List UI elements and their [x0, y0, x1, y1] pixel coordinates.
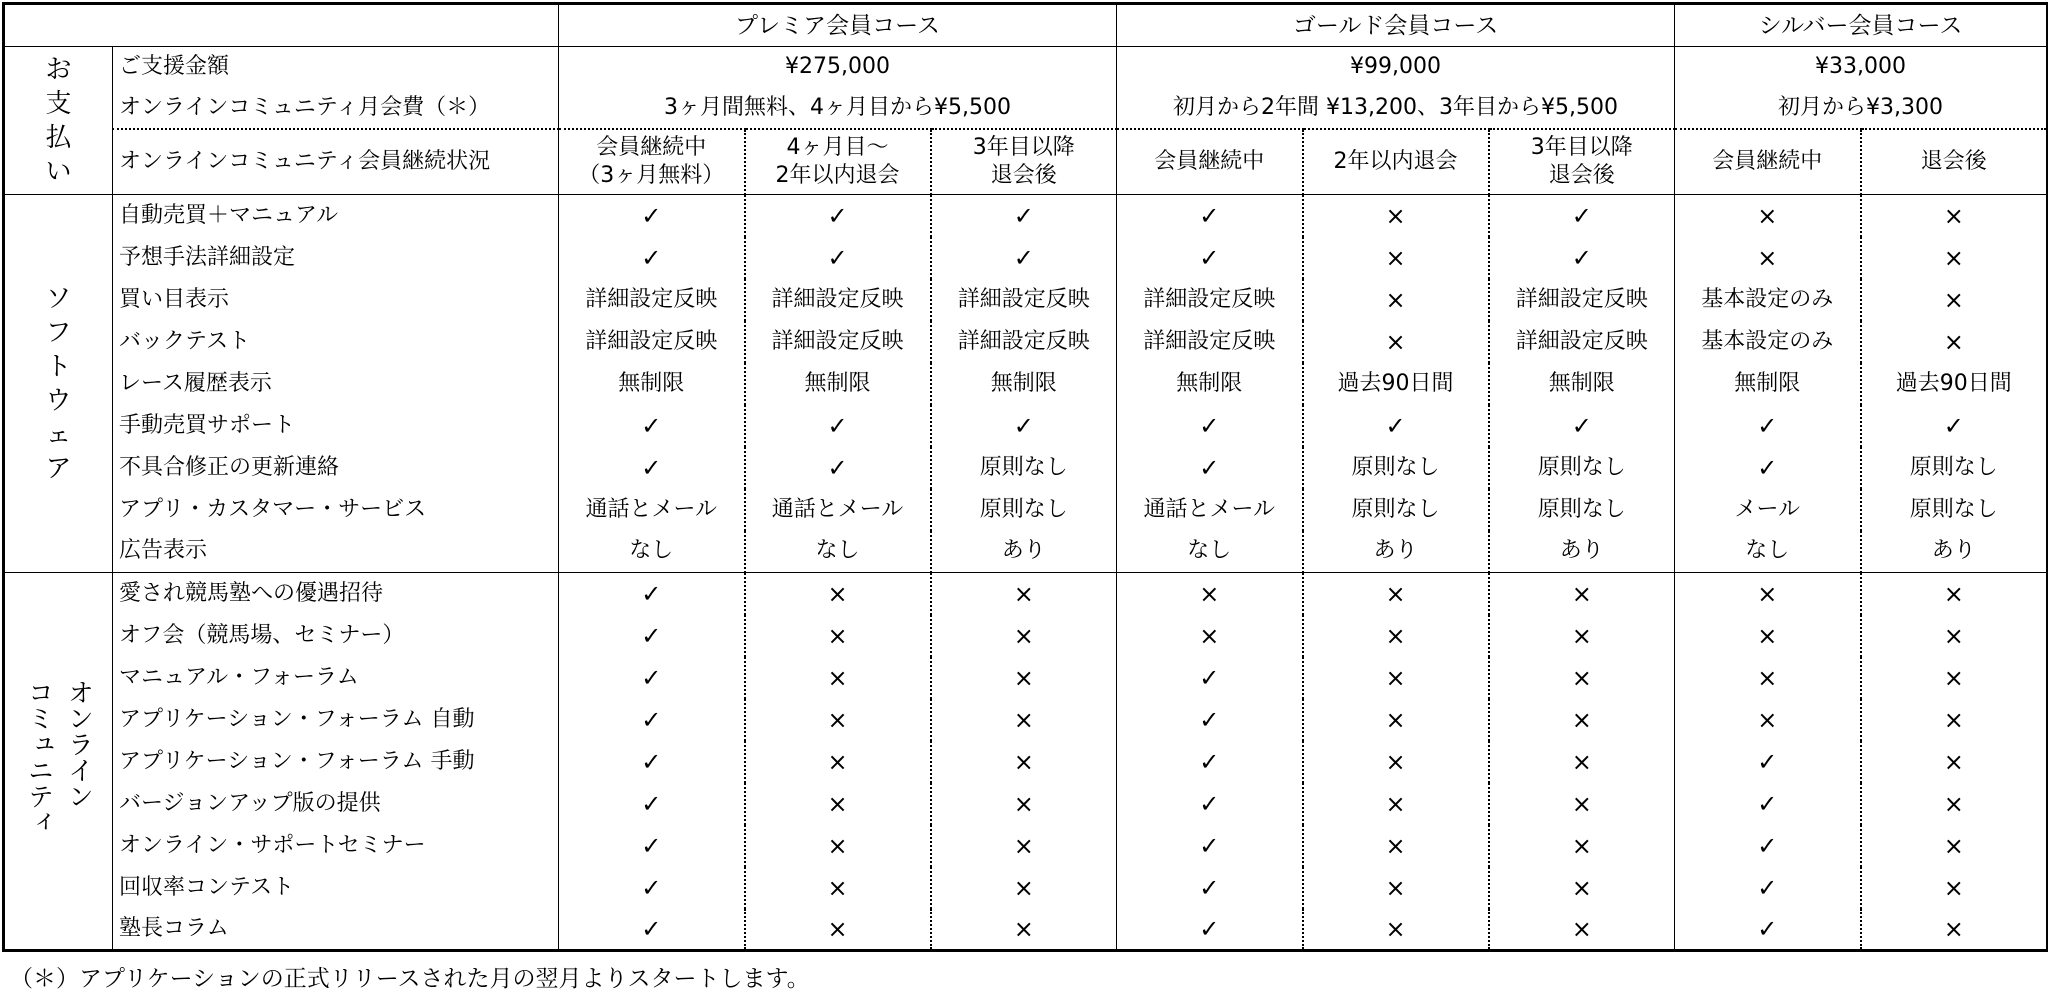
feature-value-cell: ✓ — [1489, 195, 1675, 237]
membership-status-cell — [559, 129, 745, 195]
header-corner-cell — [4, 4, 559, 47]
feature-value-cell: ✓ — [1489, 237, 1675, 279]
feature-value-cell: × — [745, 573, 931, 615]
feature-value-cell: ✓ — [559, 405, 745, 447]
community-row — [4, 573, 2048, 615]
section-payment-label — [4, 47, 113, 195]
feature-value-cell: ✓ — [1303, 405, 1489, 447]
feature-value-cell: 過去90日間 — [1861, 363, 2048, 405]
course-silver-header: シルバー会員コース — [1675, 4, 2048, 47]
feature-value-cell: × — [931, 783, 1117, 825]
feature-value-cell: ✓ — [1117, 867, 1303, 909]
feature-value-cell: × — [1861, 321, 2048, 363]
feature-value-cell: ✓ — [745, 447, 931, 489]
feature-label: オンライン・サポートセミナー — [119, 832, 426, 858]
feature-value-cell: ✓ — [1117, 447, 1303, 489]
feature-value-cell: × — [1489, 657, 1675, 699]
feature-value-cell: ✓ — [1117, 657, 1303, 699]
feature-value-cell: × — [931, 825, 1117, 867]
section-payment-text — [44, 53, 74, 189]
support-amount-premier: ¥275,000 — [559, 47, 1117, 88]
feature-value-cell: × — [745, 909, 931, 951]
section-community-label — [4, 573, 113, 951]
feature-value-cell: ✓ — [1117, 741, 1303, 783]
feature-value-cell: なし — [745, 531, 931, 573]
feature-value-cell: × — [1489, 741, 1675, 783]
feature-value-cell: ✓ — [1675, 867, 1861, 909]
feature-label: アプリケーション・フォーラム 自動 — [119, 706, 475, 732]
feature-label: 予想手法詳細設定 — [119, 244, 296, 270]
feature-value-cell: ✓ — [745, 195, 931, 237]
feature-value-cell: 原則なし — [1489, 447, 1675, 489]
feature-value-cell: 詳細設定反映 — [931, 321, 1117, 363]
feature-value-cell: ✓ — [1861, 405, 2048, 447]
feature-label: 買い目表示 — [119, 286, 230, 312]
feature-value-cell: × — [1489, 867, 1675, 909]
feature-value-cell: × — [1861, 783, 2048, 825]
feature-value-cell: ✓ — [1675, 447, 1861, 489]
feature-value-cell: ✓ — [559, 573, 745, 615]
membership-status-cell — [1117, 129, 1303, 195]
feature-value-cell: × — [1675, 657, 1861, 699]
feature-value-cell: 基本設定のみ — [1675, 321, 1861, 363]
feature-value-cell: ✓ — [931, 405, 1117, 447]
feature-value-cell: × — [1675, 573, 1861, 615]
feature-value-cell: × — [745, 615, 931, 657]
feature-label: 自動売買＋マニュアル — [113, 195, 559, 237]
section-software-text — [44, 282, 74, 486]
software-row — [4, 531, 2048, 573]
feature-value-cell: あり — [1303, 531, 1489, 573]
feature-value-cell: 過去90日間 — [1303, 363, 1489, 405]
section-community-line: オンライン — [63, 678, 94, 809]
feature-value-cell: 無制限 — [1489, 363, 1675, 405]
feature-value-cell: ✓ — [931, 237, 1117, 279]
feature-label: 手動売買サポート — [119, 412, 296, 438]
section-payment-char: お — [45, 54, 72, 85]
membership-status-line: 退会後 — [1920, 148, 1987, 174]
feature-value-cell: × — [1861, 909, 2048, 951]
software-row — [4, 363, 2048, 405]
feature-value-cell: 詳細設定反映 — [559, 321, 745, 363]
row-label-support: ご支援金額 — [113, 47, 559, 88]
section-community-text — [19, 679, 99, 835]
feature-value-cell: ✓ — [559, 237, 745, 279]
section-software-char: ト — [45, 351, 72, 382]
feature-value-cell: 無制限 — [1675, 363, 1861, 405]
feature-value-cell: 無制限 — [559, 363, 745, 405]
software-row — [4, 405, 2048, 447]
feature-label: 塾長コラム — [119, 915, 229, 941]
feature-label: 広告表示 — [119, 538, 208, 564]
membership-status-line: 3年目以降 — [1530, 134, 1633, 160]
feature-value-cell: × — [1303, 237, 1489, 279]
section-software-char: ア — [45, 453, 72, 484]
software-row — [4, 195, 2048, 237]
row-label-membership-status: オンラインコミュニティ会員継続状況 — [113, 129, 559, 195]
feature-value-cell: × — [1861, 279, 2048, 321]
feature-value-cell: ✓ — [1117, 237, 1303, 279]
footnote: （＊）アプリケーションの正式リリースされた月の翌月よりスタートします。 — [10, 966, 810, 992]
membership-status-cell — [931, 129, 1117, 195]
feature-value-cell: 基本設定のみ — [1675, 279, 1861, 321]
feature-value-cell: ✓ — [559, 195, 745, 237]
section-payment-char: 支 — [45, 88, 72, 119]
community-row — [4, 783, 2048, 825]
feature-value-cell: ✓ — [559, 909, 745, 951]
feature-value-cell: × — [931, 573, 1117, 615]
feature-value-cell: × — [1861, 825, 2048, 867]
support-amount-gold: ¥99,000 — [1117, 47, 1675, 88]
feature-value-cell: × — [1303, 825, 1489, 867]
community-row — [4, 657, 2048, 699]
feature-value-cell: 詳細設定反映 — [1489, 321, 1675, 363]
feature-value-cell: ✓ — [1117, 195, 1303, 237]
feature-label: 不具合修正の更新連絡 — [119, 454, 340, 480]
feature-value-cell: × — [1303, 741, 1489, 783]
feature-value-cell: ✓ — [1675, 405, 1861, 447]
feature-value-cell: 原則なし — [1861, 489, 2048, 531]
membership-status-line: 2年以内退会 — [775, 162, 900, 188]
community-row — [4, 615, 2048, 657]
comparison-table-container — [2, 2, 2046, 949]
feature-value-cell: × — [1303, 657, 1489, 699]
feature-value-cell: 詳細設定反映 — [745, 279, 931, 321]
feature-value-cell: ✓ — [1675, 783, 1861, 825]
feature-label: オフ会（競馬場、セミナー） — [119, 622, 405, 648]
feature-value-cell: ✓ — [559, 447, 745, 489]
community-row — [4, 867, 2048, 909]
feature-value-cell: 通話とメール — [559, 489, 745, 531]
feature-label: 回収率コンテスト — [119, 874, 295, 900]
membership-status-line: 会員継続中 — [596, 134, 707, 160]
feature-value-cell: ✓ — [745, 237, 931, 279]
software-row — [4, 279, 2048, 321]
feature-value-cell: 原則なし — [931, 447, 1117, 489]
monthly-fee-gold: 初月から2年間 ¥13,200、3年目から¥5,500 — [1117, 88, 1675, 129]
feature-value-cell: 原則なし — [1303, 447, 1489, 489]
feature-value-cell: × — [1675, 699, 1861, 741]
feature-value-cell: × — [1303, 699, 1489, 741]
feature-label: バックテスト — [119, 328, 251, 354]
feature-value-cell: ✓ — [559, 783, 745, 825]
feature-value-cell: あり — [1489, 531, 1675, 573]
membership-status-line: 会員継続中 — [1154, 148, 1265, 174]
feature-value-cell: ✓ — [1675, 825, 1861, 867]
feature-value-cell: × — [1489, 909, 1675, 951]
feature-value-cell: × — [1303, 615, 1489, 657]
membership-status-line: 3年目以降 — [972, 134, 1075, 160]
feature-value-cell: × — [745, 825, 931, 867]
membership-status-line: 会員継続中 — [1712, 148, 1823, 174]
monthly-fee-premier: 3ヶ月間無料、4ヶ月目から¥5,500 — [559, 88, 1117, 129]
feature-label: マニュアル・フォーラム — [119, 664, 359, 690]
feature-value-cell: × — [1303, 279, 1489, 321]
feature-value-cell: ✓ — [559, 657, 745, 699]
feature-value-cell: 詳細設定反映 — [1117, 279, 1303, 321]
payment-row-support — [4, 47, 2048, 88]
feature-value-cell: ✓ — [559, 615, 745, 657]
feature-value-cell: メール — [1675, 489, 1861, 531]
feature-value-cell: ✓ — [1675, 909, 1861, 951]
feature-value-cell: なし — [559, 531, 745, 573]
feature-label: アプリケーション・フォーラム 手動 — [119, 748, 475, 774]
feature-value-cell: ✓ — [1117, 909, 1303, 951]
membership-status-cell — [745, 129, 931, 195]
feature-value-cell: 原則なし — [1861, 447, 2048, 489]
section-software-label — [4, 195, 113, 573]
feature-value-cell: 原則なし — [931, 489, 1117, 531]
feature-value-cell: × — [1861, 867, 2048, 909]
feature-label: レース履歴表示 — [119, 370, 272, 396]
feature-value-cell: なし — [1675, 531, 1861, 573]
membership-status-line: 退会後 — [1548, 162, 1615, 188]
feature-value-cell: ✓ — [1117, 783, 1303, 825]
membership-status-line: （3ヶ月無料） — [578, 162, 725, 188]
feature-value-cell: × — [745, 783, 931, 825]
feature-value-cell: × — [1861, 657, 2048, 699]
feature-value-cell: ✓ — [559, 867, 745, 909]
feature-value-cell: × — [745, 657, 931, 699]
membership-status-line: 退会後 — [990, 162, 1057, 188]
membership-status-cell — [1675, 129, 1861, 195]
section-community-line: コミュニティ — [23, 678, 54, 835]
section-software-char: ウ — [45, 385, 72, 416]
course-comparison-table — [2, 2, 2048, 952]
feature-value-cell: × — [931, 699, 1117, 741]
feature-value-cell: 詳細設定反映 — [1117, 321, 1303, 363]
feature-value-cell: × — [1303, 321, 1489, 363]
feature-value-cell: × — [1303, 573, 1489, 615]
section-software-char: ソ — [45, 283, 72, 314]
feature-value-cell: × — [1303, 195, 1489, 237]
section-software-char: ェ — [45, 419, 72, 450]
feature-value-cell: 通話とメール — [1117, 489, 1303, 531]
feature-value-cell: ✓ — [559, 741, 745, 783]
feature-value-cell: × — [931, 657, 1117, 699]
feature-value-cell: × — [1489, 699, 1675, 741]
membership-status-cell — [1489, 129, 1675, 195]
feature-value-cell: 詳細設定反映 — [745, 321, 931, 363]
feature-value-cell: ✓ — [1117, 405, 1303, 447]
feature-value-cell: × — [745, 741, 931, 783]
feature-value-cell: 原則なし — [1489, 489, 1675, 531]
feature-value-cell: × — [1861, 237, 2048, 279]
feature-value-cell: × — [1489, 615, 1675, 657]
feature-value-cell: × — [1117, 615, 1303, 657]
feature-value-cell: ✓ — [931, 195, 1117, 237]
membership-status-line: 2年以内退会 — [1333, 148, 1458, 174]
software-row — [4, 489, 2048, 531]
feature-value-cell: × — [931, 909, 1117, 951]
feature-label: バージョンアップ版の提供 — [119, 790, 381, 816]
feature-value-cell: 詳細設定反映 — [559, 279, 745, 321]
membership-status-cell — [1861, 129, 2048, 195]
feature-value-cell: なし — [1117, 531, 1303, 573]
feature-value-cell: × — [1489, 783, 1675, 825]
feature-value-cell: 無制限 — [1117, 363, 1303, 405]
feature-value-cell: × — [1117, 573, 1303, 615]
feature-value-cell: × — [1861, 699, 2048, 741]
feature-value-cell: 原則なし — [1303, 489, 1489, 531]
feature-value-cell: 詳細設定反映 — [931, 279, 1117, 321]
row-label-monthly-fee: オンラインコミュニティ月会費（＊） — [119, 94, 491, 120]
feature-value-cell: × — [1861, 195, 2048, 237]
feature-value-cell: × — [1675, 615, 1861, 657]
membership-status-cell — [1303, 129, 1489, 195]
feature-value-cell: × — [1489, 573, 1675, 615]
feature-value-cell: 詳細設定反映 — [1489, 279, 1675, 321]
course-premier-header: プレミア会員コース — [559, 4, 1117, 47]
section-software-char: フ — [45, 317, 72, 348]
feature-value-cell: × — [1861, 573, 2048, 615]
software-row — [4, 321, 2048, 363]
feature-value-cell: × — [1861, 615, 2048, 657]
feature-value-cell: あり — [931, 531, 1117, 573]
community-row — [4, 825, 2048, 867]
feature-value-cell: × — [1489, 825, 1675, 867]
feature-value-cell: × — [1861, 741, 2048, 783]
feature-value-cell: ✓ — [1117, 699, 1303, 741]
feature-value-cell: × — [745, 699, 931, 741]
feature-value-cell: 無制限 — [745, 363, 931, 405]
feature-value-cell: ✓ — [745, 405, 931, 447]
feature-value-cell: ✓ — [559, 825, 745, 867]
feature-value-cell: 通話とメール — [745, 489, 931, 531]
software-row — [4, 447, 2048, 489]
payment-row-fee — [4, 88, 2048, 129]
feature-label: 愛され競馬塾への優遇招待 — [113, 573, 559, 615]
feature-value-cell: ✓ — [559, 699, 745, 741]
feature-value-cell: 無制限 — [931, 363, 1117, 405]
feature-value-cell: × — [931, 615, 1117, 657]
support-amount-silver: ¥33,000 — [1675, 47, 2048, 88]
membership-status-line: 4ヶ月目～ — [786, 134, 889, 160]
section-payment-char: 払 — [45, 122, 72, 153]
feature-value-cell: × — [1303, 909, 1489, 951]
feature-value-cell: あり — [1861, 531, 2048, 573]
feature-value-cell: × — [931, 867, 1117, 909]
section-payment-char: い — [45, 156, 72, 187]
software-row — [4, 237, 2048, 279]
feature-value-cell: × — [931, 741, 1117, 783]
monthly-fee-silver: 初月から¥3,300 — [1675, 88, 2048, 129]
feature-value-cell: × — [745, 867, 931, 909]
feature-value-cell: × — [1675, 195, 1861, 237]
community-row — [4, 909, 2048, 951]
feature-value-cell: × — [1675, 237, 1861, 279]
course-header-row — [4, 4, 2048, 47]
feature-value-cell: ✓ — [1675, 741, 1861, 783]
feature-value-cell: ✓ — [1117, 825, 1303, 867]
course-gold-header: ゴールド会員コース — [1117, 4, 1675, 47]
community-row — [4, 699, 2048, 741]
feature-value-cell: × — [1303, 867, 1489, 909]
community-row — [4, 741, 2048, 783]
feature-value-cell: × — [1303, 783, 1489, 825]
feature-value-cell: ✓ — [1489, 405, 1675, 447]
payment-row-status — [4, 129, 2048, 195]
feature-label: アプリ・カスタマー・サービス — [119, 496, 427, 522]
